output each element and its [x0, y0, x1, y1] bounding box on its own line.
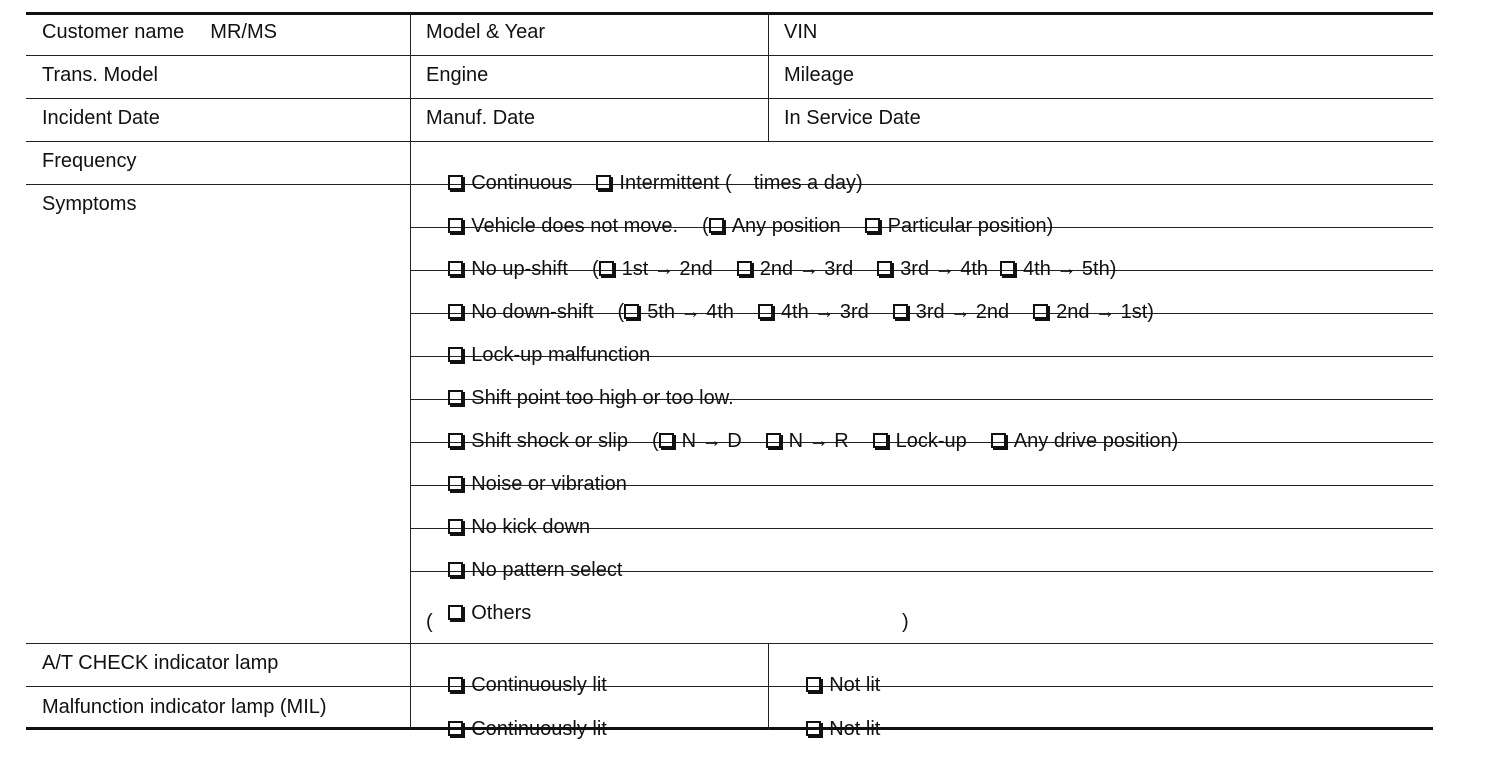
shock-n-r-checkbox[interactable]	[766, 433, 781, 448]
no-downshift-checkbox[interactable]	[448, 304, 463, 319]
upshift-4-5-checkbox[interactable]	[1000, 261, 1015, 276]
column-divider	[768, 12, 769, 141]
model-year-label: Model & Year	[426, 21, 545, 43]
vin-label: VIN	[784, 21, 818, 43]
mil-not-lit	[784, 696, 880, 762]
row-divider	[26, 686, 1433, 687]
shift-point-text: Shift point too high or too low.	[471, 387, 734, 409]
shock-lockup-checkbox[interactable]	[873, 433, 888, 448]
paren-open: (	[702, 215, 709, 237]
others-text: Others	[471, 602, 532, 624]
symptom-check-sheet	[26, 12, 1433, 740]
upshift-2-3-checkbox[interactable]	[737, 261, 752, 276]
lockup-text: Lock-up malfunction	[471, 344, 651, 366]
mr-ms-text: MR/MS	[210, 21, 277, 43]
row-divider	[26, 98, 1433, 99]
shock-n-r-text: N → R	[788, 430, 849, 452]
paren-open: (	[651, 430, 659, 452]
others-checkbox[interactable]	[448, 605, 463, 620]
downshift-5-4-text: 5th → 4th	[647, 301, 734, 323]
mil-lit-text: Continuously lit	[471, 718, 607, 740]
no-downshift-text: No down-shift	[471, 301, 594, 323]
in-service-date-label: In Service Date	[784, 107, 921, 129]
intermittent-checkbox[interactable]	[596, 175, 611, 190]
downshift-4-3-checkbox[interactable]	[758, 304, 773, 319]
kickdown-checkbox[interactable]	[448, 519, 463, 534]
row-divider	[26, 141, 1433, 142]
frequency-label: Frequency	[42, 150, 137, 172]
shift-shock-checkbox[interactable]	[448, 433, 463, 448]
downshift-3-2-text: 3rd → 2nd	[915, 301, 1010, 323]
upshift-3-4-text: 3rd → 4th	[900, 258, 989, 280]
shift-point-checkbox[interactable]	[448, 390, 463, 405]
any-position-checkbox[interactable]	[709, 218, 724, 233]
no-upshift-text: No up-shift	[471, 258, 568, 280]
noise-checkbox[interactable]	[448, 476, 463, 491]
others-close-paren: )	[902, 611, 909, 633]
manuf-date-label: Manuf. Date	[426, 107, 535, 129]
shock-any-checkbox[interactable]	[991, 433, 1006, 448]
column-divider	[768, 643, 769, 730]
no-move-text: Vehicle does not move.	[471, 215, 679, 237]
others-open-paren: (	[426, 611, 433, 633]
mil-not-lit-text: Not lit	[829, 718, 881, 740]
upshift-2-3-text: 2nd → 3rd	[759, 258, 854, 280]
at-check-lit-text: Continuously lit	[471, 674, 607, 696]
pattern-checkbox[interactable]	[448, 562, 463, 577]
particular-position-checkbox[interactable]	[865, 218, 880, 233]
symptoms-label: Symptoms	[42, 193, 137, 215]
intermittent-text: Intermittent (	[619, 172, 732, 194]
continuous-checkbox[interactable]	[448, 175, 463, 190]
no-move-checkbox[interactable]	[448, 218, 463, 233]
upshift-4-5-text: 4th → 5th)	[1023, 258, 1117, 280]
downshift-2-1-text: 2nd → 1st)	[1056, 301, 1154, 323]
shift-shock-text: Shift shock or slip	[471, 430, 628, 452]
downshift-2-1-checkbox[interactable]	[1033, 304, 1048, 319]
shock-any-text: Any drive position)	[1013, 430, 1179, 452]
upshift-1-2-text: 1st → 2nd	[621, 258, 713, 280]
noise-text: Noise or vibration	[471, 473, 627, 495]
pattern-text: No pattern select	[471, 559, 623, 581]
trans-model-label: Trans. Model	[42, 64, 158, 86]
shock-n-d-checkbox[interactable]	[659, 433, 674, 448]
mileage-label: Mileage	[784, 64, 855, 86]
upshift-3-4-checkbox[interactable]	[877, 261, 892, 276]
lockup-checkbox[interactable]	[448, 347, 463, 362]
shock-n-d-text: N → D	[681, 430, 742, 452]
upshift-1-2-checkbox[interactable]	[599, 261, 614, 276]
kickdown-text: No kick down	[471, 516, 591, 538]
paren-open: (	[591, 258, 599, 280]
at-check-lit-checkbox[interactable]	[448, 677, 463, 692]
row-divider	[26, 643, 1433, 644]
mil-lit	[426, 696, 607, 762]
shock-lockup-text: Lock-up	[895, 430, 967, 452]
no-upshift-checkbox[interactable]	[448, 261, 463, 276]
at-check-not-lit-checkbox[interactable]	[806, 677, 821, 692]
mil-label: Malfunction indicator lamp (MIL)	[42, 696, 327, 718]
at-check-label: A/T CHECK indicator lamp	[42, 652, 279, 674]
column-divider	[410, 12, 411, 730]
symptom-others	[426, 580, 531, 646]
paren-open: (	[617, 301, 625, 323]
particular-position-text: Particular position)	[887, 215, 1054, 237]
top-border	[26, 12, 1433, 15]
downshift-3-2-checkbox[interactable]	[893, 304, 908, 319]
continuous-text: Continuous	[471, 172, 573, 194]
row-divider	[26, 55, 1433, 56]
bottom-border	[26, 727, 1433, 730]
customer-name-label	[42, 21, 277, 43]
engine-label: Engine	[426, 64, 489, 86]
times-a-day-text: times a day)	[753, 172, 863, 194]
mil-not-lit-checkbox[interactable]	[806, 721, 821, 736]
mil-lit-checkbox[interactable]	[448, 721, 463, 736]
customer-name-text: Customer name	[42, 21, 185, 43]
downshift-4-3-text: 4th → 3rd	[780, 301, 869, 323]
any-position-text: Any position	[731, 215, 841, 237]
at-check-not-lit-text: Not lit	[829, 674, 881, 696]
downshift-5-4-checkbox[interactable]	[624, 304, 639, 319]
incident-date-label: Incident Date	[42, 107, 160, 129]
